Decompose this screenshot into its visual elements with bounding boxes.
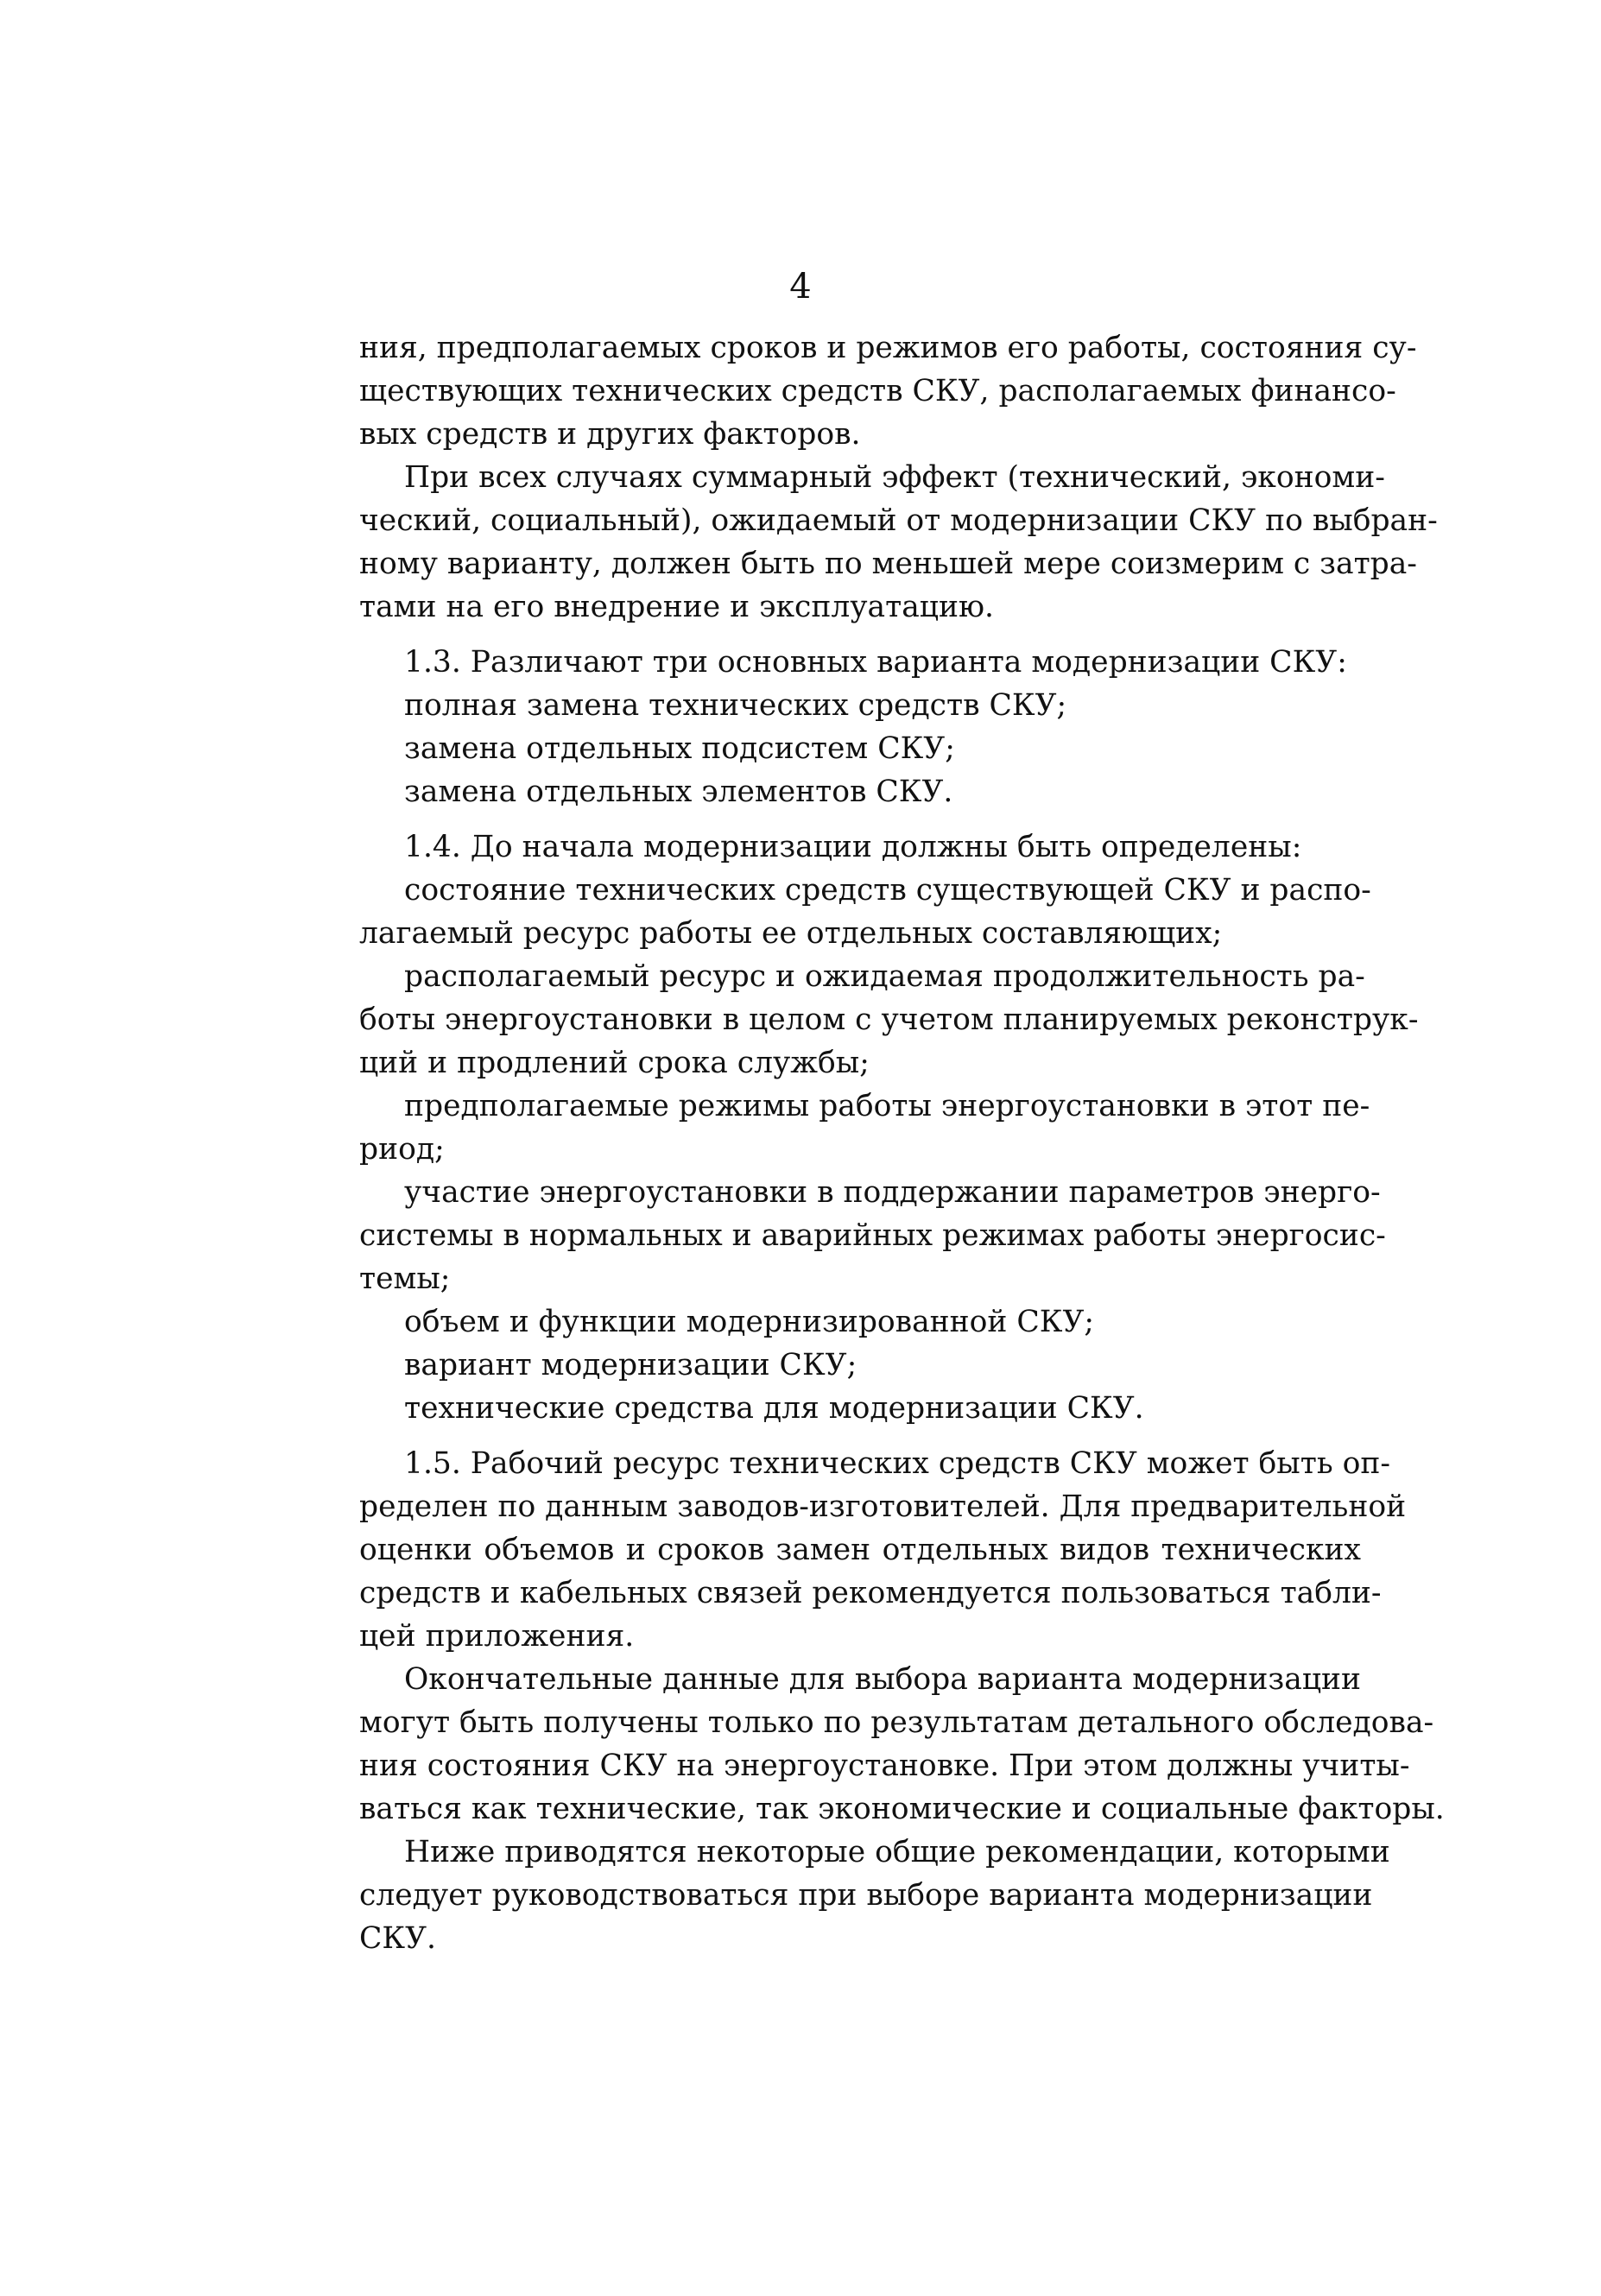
text-line: цей приложения. — [359, 1619, 635, 1654]
section-heading: 1.3. Различают три основных варианта модернизации СКУ: — [404, 645, 1347, 680]
text-line: участие энергоустановки в поддержании параметров энерго- — [404, 1175, 1381, 1210]
text-line: СКУ. — [359, 1921, 436, 1956]
page-number: 4 — [789, 267, 812, 307]
text-line: ния состояния СКУ на энергоустановке. При этом должны учиты- — [359, 1749, 1410, 1783]
text-line: ваться как технические, так экономические и социальные факторы. — [359, 1792, 1445, 1826]
text-line: ческий, социальный), ожидаемый от модернизации СКУ по выбран- — [359, 503, 1438, 538]
text-line: Окончательные данные для выбора варианта модернизации — [404, 1662, 1361, 1697]
text-line: вых средств и других факторов. — [359, 417, 861, 452]
list-item — [359, 869, 1371, 955]
section-1-4 — [359, 825, 1419, 1430]
text-line: ния, предполагаемых сроков и режимов его работы, состояния су- — [359, 331, 1417, 365]
list-item: замена отдельных подсистем СКУ; — [404, 731, 955, 766]
text-line: состояние технических средств существующей СКУ и распо- — [404, 873, 1371, 908]
text-line: системы в нормальных и аварийных режимах работы энергосис- — [359, 1218, 1386, 1253]
text-line: темы; — [359, 1262, 451, 1296]
text-line: оценки объемов и сроков замен отдельных видов технических — [359, 1533, 1361, 1567]
text-line: риод; — [359, 1132, 445, 1167]
text-line: Ниже приводятся некоторые общие рекомендации, которыми — [404, 1835, 1390, 1869]
text-line: ному варианту, должен быть по меньшей мере соизмерим с затра- — [359, 547, 1417, 581]
text-line: ределен по данным заводов-изготовителей. Для предварительной — [359, 1490, 1407, 1524]
text-line: При всех случаях суммарный эффект (технический, экономи- — [404, 460, 1385, 495]
text-line: боты энергоустановки в целом с учетом планируемых реконструк- — [359, 1003, 1419, 1037]
paragraph-recommendations — [359, 1831, 1390, 1960]
paragraph-final-data — [359, 1658, 1445, 1831]
list-item — [359, 1085, 1370, 1171]
section-1-3 — [359, 641, 1361, 813]
text-line: ций и продлений срока службы; — [359, 1046, 870, 1080]
list-item: вариант модернизации СКУ; — [404, 1348, 857, 1382]
text-line: могут быть получены только по результатам детального обследова- — [359, 1705, 1434, 1740]
list-item: технические средства для модернизации СКУ. — [404, 1391, 1144, 1426]
text-line: 1.5. Рабочий ресурс технических средств СКУ может быть оп- — [404, 1446, 1391, 1481]
text-line: предполагаемые режимы работы энергоустановки в этот пе- — [404, 1089, 1370, 1123]
text-line: средств и кабельных связей рекомендуется пользоваться табли- — [359, 1576, 1382, 1610]
text-line: лагаемый ресурс работы ее отдельных составляющих; — [359, 916, 1223, 951]
text-line: располагаемый ресурс и ожидаемая продолжительность ра- — [404, 959, 1365, 994]
section-1-5 — [359, 1442, 1407, 1658]
text-line: следует руководствоваться при выборе варианта модернизации — [359, 1878, 1373, 1913]
list-item — [359, 1171, 1386, 1300]
list-item: полная замена технических средств СКУ; — [404, 688, 1067, 723]
paragraph-total-effect — [359, 456, 1438, 629]
list-item — [359, 955, 1419, 1085]
list-item: замена отдельных элементов СКУ. — [404, 775, 953, 809]
body-text — [359, 326, 1445, 1960]
section-heading: 1.4. До начала модернизации должны быть определены: — [404, 830, 1302, 864]
list-item: объем и функции модернизированной СКУ; — [404, 1305, 1095, 1339]
text-line: ществующих технических средств СКУ, располагаемых финансо- — [359, 374, 1396, 408]
paragraph-continuation — [359, 326, 1417, 456]
text-line: тами на его внедрение и эксплуатацию. — [359, 590, 994, 624]
